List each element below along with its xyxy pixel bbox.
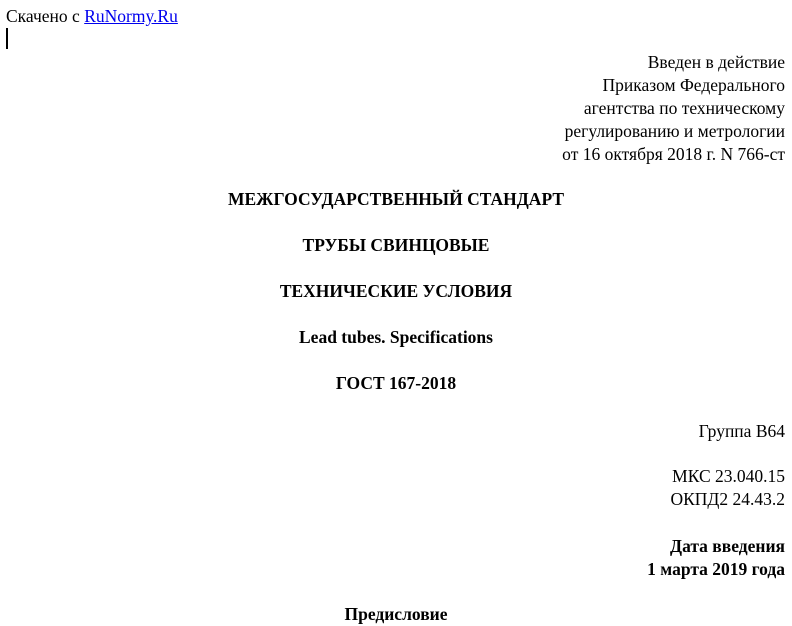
gost-code: ГОСТ 167-2018 [335,373,457,393]
intro-date-block [647,535,785,581]
runormy-link[interactable]: RuNormy.Ru [84,6,178,26]
english-title: Lead tubes. Specifications [299,327,493,347]
intro-date-value: 1 марта 2019 года [647,559,785,579]
enactment-line: Введен в действие [647,52,785,72]
standard-name-heading: ТРУБЫ СВИНЦОВЫЕ [302,235,490,255]
group-line [699,420,785,443]
okpd-code: ОКПД2 24.43.2 [670,489,785,509]
foreword-heading: Предисловие [344,604,448,624]
download-source-prefix: Скачено с [6,6,85,26]
download-source-line [6,5,178,28]
text-cursor [6,28,8,49]
classification-block [670,465,785,511]
enactment-line: регулированию и метрологии [564,121,785,141]
mks-code: МКС 23.040.15 [672,466,785,486]
enactment-line: от 16 октября 2018 г. N 766-ст [562,144,785,164]
standard-type-heading: МЕЖГОСУДАРСТВЕННЫЙ СТАНДАРТ [227,189,565,209]
enactment-line: Приказом Федерального [602,75,785,95]
intro-date-label: Дата введения [670,536,785,556]
group-label: Группа В64 [698,421,785,441]
enactment-line: агентства по техническому [583,98,785,118]
standard-subtitle-heading: ТЕХНИЧЕСКИЕ УСЛОВИЯ [279,281,513,301]
enactment-block [562,51,785,166]
